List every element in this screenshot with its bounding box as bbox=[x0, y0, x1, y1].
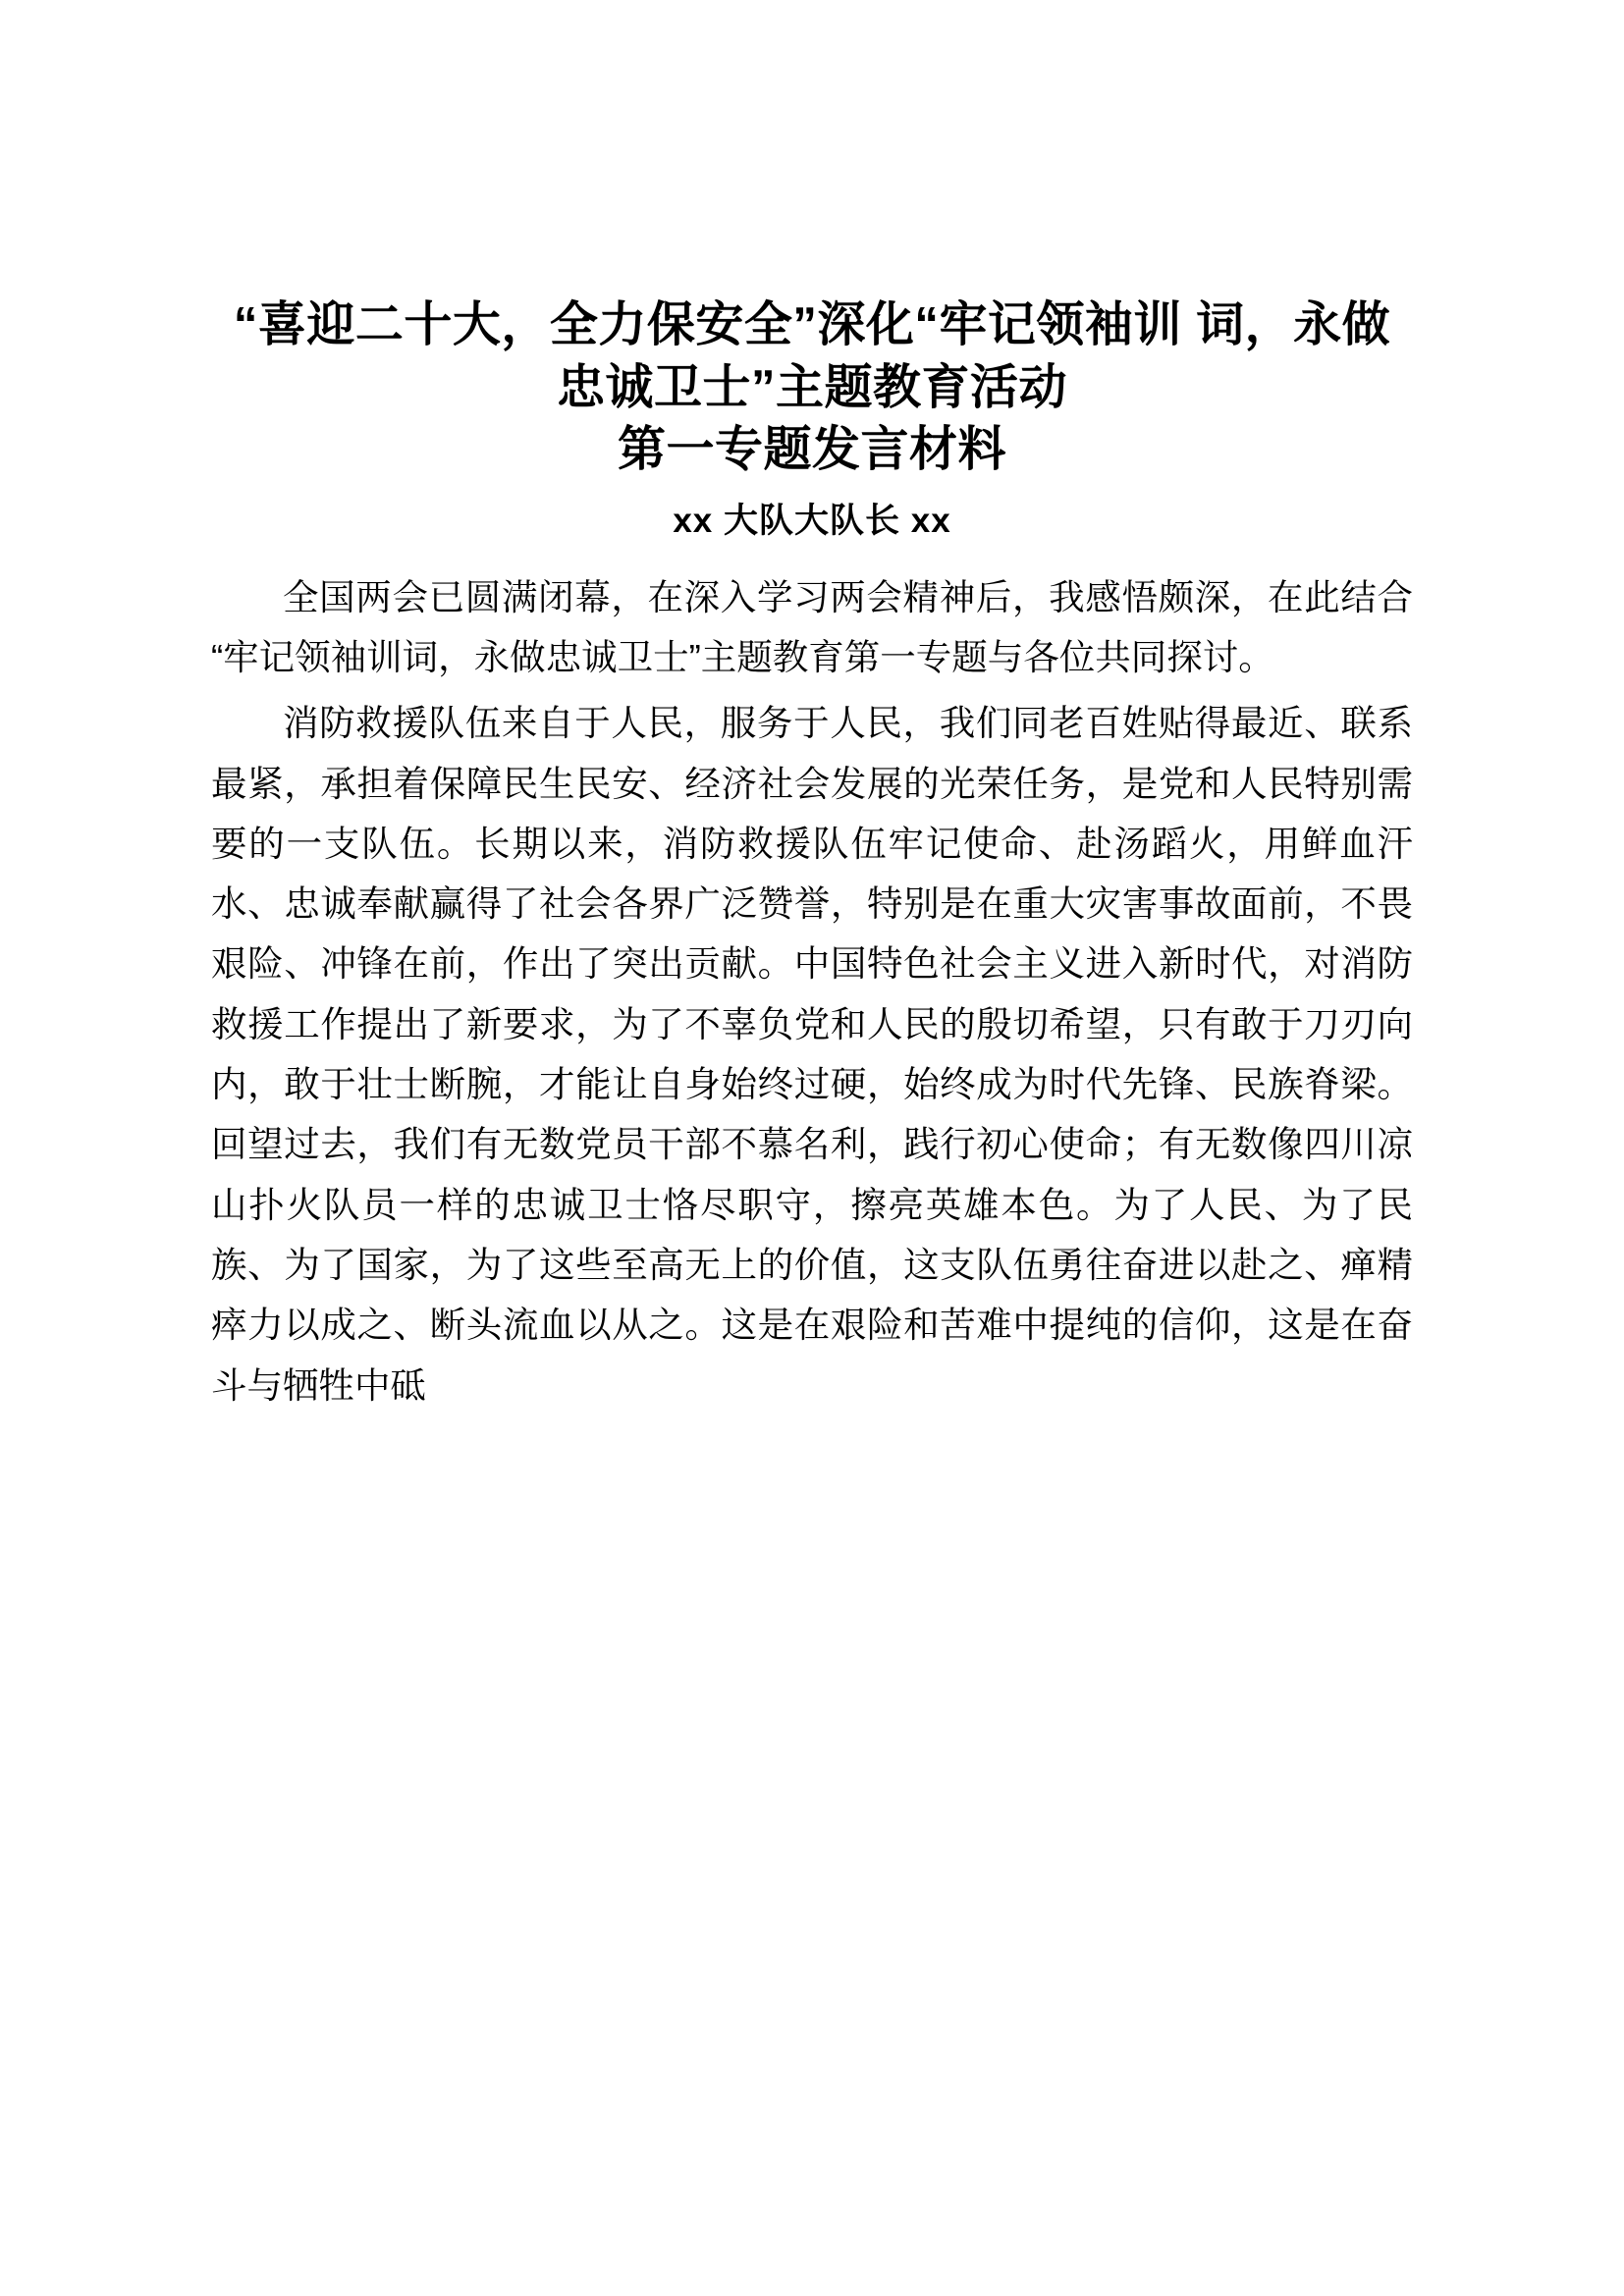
body-paragraph: 全国两会已圆满闭幕，在深入学习两会精神后，我感悟颇深，在此结合“牢记领袖训词，永做忠诚卫士”主题教育第一专题与各位共同探讨。 bbox=[211, 576, 1413, 677]
document-byline: xx 大队大队长 xx bbox=[673, 502, 951, 541]
page-title bbox=[211, 294, 1413, 482]
page-title-line-2: 词，永做忠诚卫士”主题教育活动 bbox=[556, 298, 1391, 414]
document-body bbox=[211, 567, 1413, 1415]
page-title-line-1: “喜迎二十大，全力保安全”深化“牢记领袖训 bbox=[233, 298, 1182, 351]
body-paragraph: 消防救援队伍来自于人民，服务于人民，我们同老百姓贴得最近、联系最紧，承担着保障民生民安、经济社会发展的光荣任务，是党和人民特别需要的一支队伍。长期以来，消防救援队伍牢记使命、赴汤蹈火，用鲜血汗水、忠诚奉献赢得了社会各界广泛赞誉，特别是在重大灾害事故面前，不畏艰险、冲锋在前，作出了突出贡献。中国特色社会主义进入新时代，对消防救援工作提出了新要求，为了不辜负党和人民的殷切希望，只有敢于刀刃向内，敢于壮士断腕，才能让自身始终过硬，始终成为时代先锋、民族脊梁。回望过去，我们有无数党员干部不慕名利，践行初心使命；有无数像四川凉山扑火队员一样的忠诚卫士恪尽职守，擦亮英雄本色。为了人民、为了民族、为了国家，为了这些至高无上的价值，这支队伍勇往奋进以赴之、瘅精瘁力以成之、断头流血以从之。这是在艰险和苦难中提纯的信仰，这是在奋斗与牺牲中砥 bbox=[211, 703, 1413, 1406]
page-title-line-3: 第一专题发言材料 bbox=[617, 423, 1006, 477]
